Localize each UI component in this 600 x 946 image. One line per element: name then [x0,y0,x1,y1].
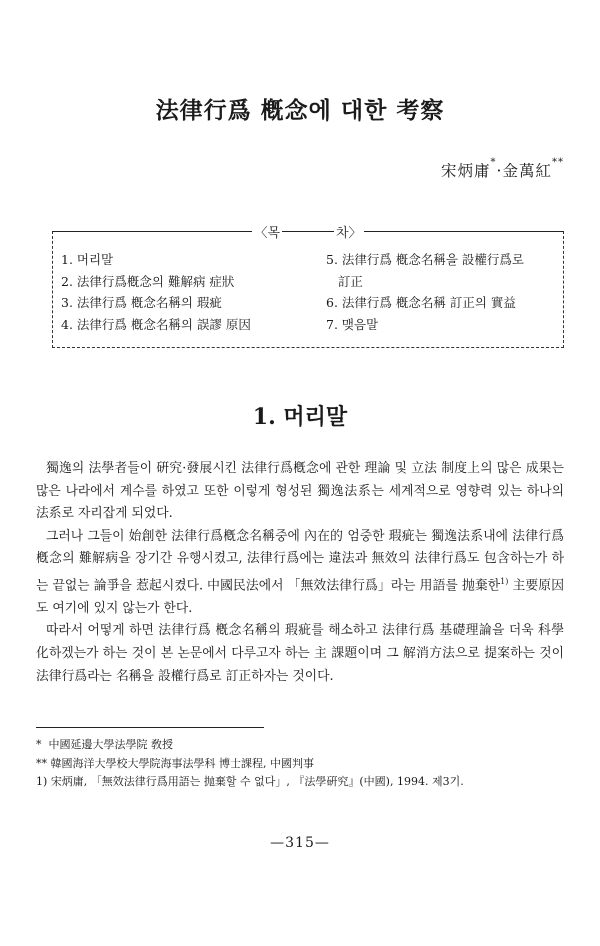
author-line [441,159,564,181]
toc-item: 訂正 [326,273,363,289]
paragraph-3: 따라서 어떻게 하면 法律行爲 槪念名稱의 瑕疵를 해소하고 法律行爲 基礎理論을 더욱 科學化하겠는가 하는 것이 본 논문에서 다루고자 하는 主 課題이며 그 解消方法으로 提案하는 것이 法律行爲라는 名稱을 設權行爲로 訂正하자는 것이다. [36,623,564,684]
author-mark-1: * [490,157,497,168]
toc-right-column [326,249,524,335]
paragraph-2-text: 그러나 그들이 始創한 法律行爲槪念名稱중에 內在的 엄중한 瑕疵는 獨逸法系내에 法律行爲槪念의 難解病을 장기간 유행시켰고, 法律行爲에는 違法과 無效의 法律行爲도 包含하는가 하는 끝없는 論爭을 惹起시켰다. 中國民法에서 「無效法律行爲」라는 用語를 抛棄한 [36,528,564,594]
footnote-2: ** 韓國海洋大學校大學院海事法學科 博士課程, 中國判事 [36,756,314,770]
toc-item: 4. 法律行爲 槪念名稱의 誤謬 原因 [61,316,251,332]
toc-left-column [61,249,251,335]
author-mark-2: ** [552,157,564,168]
table-of-contents [52,226,564,348]
footnotes [36,736,576,792]
paragraph-1: 獨逸의 法學者들이 硏究·發展시킨 法律行爲槪念에 관한 理論 및 立法 制度上의 많은 成果는 많은 나라에서 계수를 하였고 또한 이렇게 형성된 獨逸法系는 세계적으로 영향력 있는 하나의 法系로 자리잡게 되었다. [36,461,564,522]
footnote-ref-1[interactable]: 1) [500,576,509,586]
page-number: —315— [270,835,330,851]
footnote-divider [36,727,264,728]
toc-heading-right: 차〉 [336,226,362,241]
author-name-1: 宋炳庸 [441,162,491,180]
toc-item: 5. 法律行爲 槪念名稱을 設權行爲로 [326,252,524,267]
author-name-2: 金萬紅 [502,162,552,180]
toc-heading [53,222,563,241]
toc-item: 6. 法律行爲 槪念名稱 訂正의 實益 [326,295,516,310]
toc-item: 1. 머리말 [61,252,114,267]
toc-heading-left: 〈목 [254,226,280,241]
toc-item: 2. 法律行爲槪念의 難解病 症狀 [61,273,235,289]
section-heading: 1. 머리말 [252,404,348,430]
paragraph-2-text-end: 主要原因도 여기에 있지 않는가 한다. [36,578,564,616]
footnote-3: 1) 宋炳庸, 「無效法律行爲用語는 抛棄할 수 없다」, 『法學硏究』(中國), 1994. 제3기. [36,775,464,788]
footnote-1: * 中國延邊大學法學院 敎授 [36,738,173,751]
body-text [36,458,564,688]
author-separator: · [496,162,503,180]
paper-title: 法律行爲 槪念에 대한 考察 [155,97,445,124]
paragraph-2 [36,526,564,621]
toc-item: 7. 맺음말 [326,316,379,332]
toc-item: 3. 法律行爲 槪念名稱의 瑕疵 [61,295,222,310]
